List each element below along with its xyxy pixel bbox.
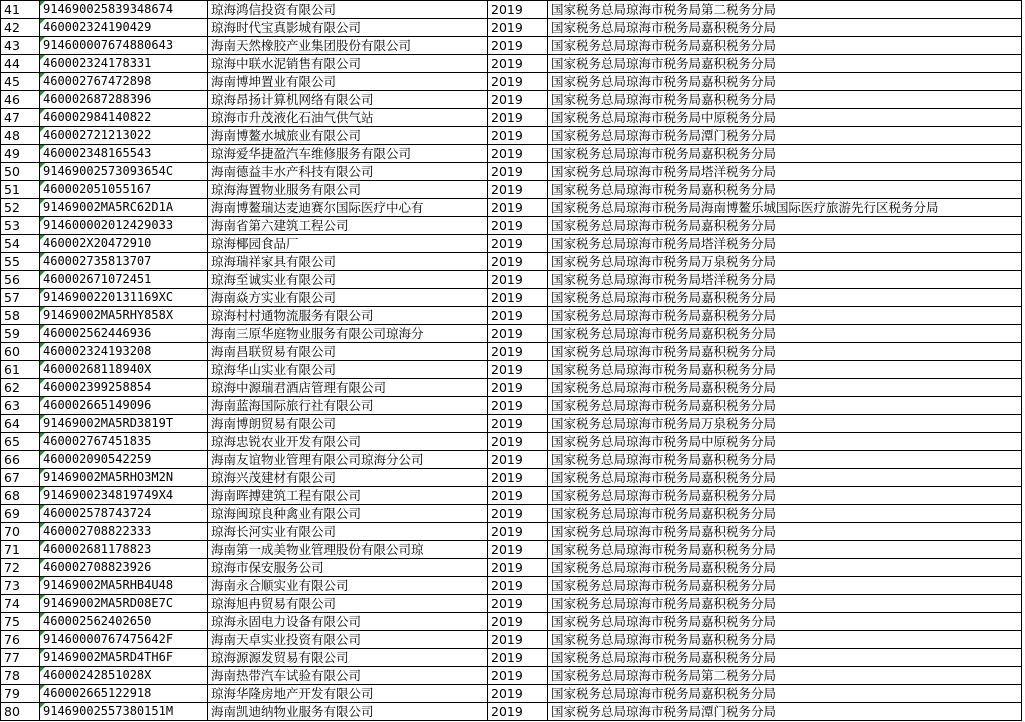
year-cell[interactable]: 2019 [488,667,548,685]
year-cell[interactable]: 2019 [488,91,548,109]
tax-office-cell[interactable]: 国家税务总局琼海市税务局嘉积税务分局 [548,307,1022,325]
table-row[interactable] [1,37,1022,55]
row-index-cell[interactable]: 41 [1,1,40,19]
taxpayer-id-cell[interactable]: 91469002573093654C [40,163,208,181]
tax-office-cell[interactable]: 国家税务总局琼海市税务局第二税务分局 [548,667,1022,685]
table-row[interactable] [1,289,1022,307]
row-index-cell[interactable]: 59 [1,325,40,343]
row-index-cell[interactable]: 48 [1,127,40,145]
table-row[interactable] [1,253,1022,271]
taxpayer-id-cell[interactable]: 460002578743724 [40,505,208,523]
tax-office-cell[interactable]: 国家税务总局琼海市税务局嘉积税务分局 [548,217,1022,235]
taxpayer-id-cell[interactable]: 9146900220131169XC [40,289,208,307]
year-cell[interactable]: 2019 [488,235,548,253]
taxpayer-id-cell[interactable]: 460002348165543 [40,145,208,163]
row-index-cell[interactable]: 42 [1,19,40,37]
year-cell[interactable]: 2019 [488,271,548,289]
tax-office-cell[interactable]: 国家税务总局琼海市税务局嘉积税务分局 [548,559,1022,577]
taxpayer-id-cell[interactable]: 91469002MA5RD4TH6F [40,649,208,667]
year-cell[interactable]: 2019 [488,253,548,271]
table-row[interactable] [1,595,1022,613]
year-cell[interactable]: 2019 [488,379,548,397]
company-name-cell[interactable]: 琼海华隆房地产开发有限公司 [208,685,488,703]
tax-office-cell[interactable]: 国家税务总局琼海市税务局嘉积税务分局 [548,361,1022,379]
row-index-cell[interactable]: 78 [1,667,40,685]
tax-office-cell[interactable]: 国家税务总局琼海市税务局嘉积税务分局 [548,91,1022,109]
taxpayer-id-cell[interactable]: 460002721213022 [40,127,208,145]
taxpayer-id-cell[interactable]: 91469002MA5RD3819T [40,415,208,433]
taxpayer-id-cell[interactable]: 460002671072451 [40,271,208,289]
company-name-cell[interactable]: 海南热带汽车试验有限公司 [208,667,488,685]
tax-office-cell[interactable]: 国家税务总局琼海市税务局嘉积税务分局 [548,649,1022,667]
table-row[interactable] [1,109,1022,127]
tax-office-cell[interactable]: 国家税务总局琼海市税务局嘉积税务分局 [548,451,1022,469]
taxpayer-id-cell[interactable]: 91469002MA5RHB4U48 [40,577,208,595]
taxpayer-id-cell[interactable]: 460002767451835 [40,433,208,451]
company-name-cell[interactable]: 海南博鳌水城旅业有限公司 [208,127,488,145]
taxpayer-id-cell[interactable]: 460002562402650 [40,613,208,631]
year-cell[interactable]: 2019 [488,145,548,163]
row-index-cell[interactable]: 44 [1,55,40,73]
company-name-cell[interactable]: 琼海市保安服务公司 [208,559,488,577]
table-row[interactable] [1,379,1022,397]
year-cell[interactable]: 2019 [488,451,548,469]
tax-office-cell[interactable]: 国家税务总局琼海市税务局嘉积税务分局 [548,523,1022,541]
table-row[interactable] [1,541,1022,559]
taxpayer-id-cell[interactable]: 460002324193208 [40,343,208,361]
tax-office-cell[interactable]: 国家税务总局琼海市税务局嘉积税务分局 [548,631,1022,649]
year-cell[interactable]: 2019 [488,325,548,343]
company-name-cell[interactable]: 海南友谊物业管理有限公司琼海分公司 [208,451,488,469]
row-index-cell[interactable]: 58 [1,307,40,325]
company-name-cell[interactable]: 海南焱方实业有限公司 [208,289,488,307]
company-name-cell[interactable]: 琼海海置物业服务有限公司 [208,181,488,199]
table-row[interactable] [1,235,1022,253]
table-row[interactable] [1,127,1022,145]
table-row[interactable] [1,343,1022,361]
tax-office-cell[interactable]: 国家税务总局琼海市税务局塔洋税务分局 [548,235,1022,253]
row-index-cell[interactable]: 70 [1,523,40,541]
year-cell[interactable]: 2019 [488,397,548,415]
tax-office-cell[interactable]: 国家税务总局琼海市税务局嘉积税务分局 [548,343,1022,361]
table-row[interactable] [1,631,1022,649]
company-name-cell[interactable]: 海南蓝海国际旅行社有限公司 [208,397,488,415]
tax-office-cell[interactable]: 国家税务总局琼海市税务局嘉积税务分局 [548,397,1022,415]
row-index-cell[interactable]: 51 [1,181,40,199]
company-name-cell[interactable]: 琼海中源瑞君酒店管理有限公司 [208,379,488,397]
year-cell[interactable]: 2019 [488,289,548,307]
taxpayer-id-cell[interactable]: 46000268118940X [40,361,208,379]
company-name-cell[interactable]: 琼海华山实业有限公司 [208,361,488,379]
table-row[interactable] [1,199,1022,217]
tax-office-cell[interactable]: 国家税务总局琼海市税务局嘉积税务分局 [548,595,1022,613]
taxpayer-id-cell[interactable]: 91469002MA5RHY858X [40,307,208,325]
company-name-cell[interactable]: 海南昌联贸易有限公司 [208,343,488,361]
row-index-cell[interactable]: 52 [1,199,40,217]
tax-office-cell[interactable]: 国家税务总局琼海市税务局嘉积税务分局 [548,181,1022,199]
tax-office-cell[interactable]: 国家税务总局琼海市税务局嘉积税务分局 [548,289,1022,307]
row-index-cell[interactable]: 77 [1,649,40,667]
tax-office-cell[interactable]: 国家税务总局琼海市税务局嘉积税务分局 [548,19,1022,37]
company-name-cell[interactable]: 琼海源源发贸易有限公司 [208,649,488,667]
year-cell[interactable]: 2019 [488,181,548,199]
table-row[interactable] [1,703,1022,721]
taxpayer-id-cell[interactable]: 91469002MA5RD08E7C [40,595,208,613]
taxpayer-id-cell[interactable]: 460002090542259 [40,451,208,469]
tax-office-cell[interactable]: 国家税务总局琼海市税务局嘉积税务分局 [548,73,1022,91]
row-index-cell[interactable]: 47 [1,109,40,127]
taxpayer-id-cell[interactable]: 460002708823926 [40,559,208,577]
company-name-cell[interactable]: 海南德益丰水产科技有限公司 [208,163,488,181]
company-name-cell[interactable]: 海南永合顺实业有限公司 [208,577,488,595]
table-row[interactable] [1,577,1022,595]
taxpayer-id-cell[interactable]: 460002665149096 [40,397,208,415]
year-cell[interactable]: 2019 [488,541,548,559]
year-cell[interactable]: 2019 [488,55,548,73]
taxpayer-id-cell[interactable]: 460002051055167 [40,181,208,199]
row-index-cell[interactable]: 67 [1,469,40,487]
taxpayer-id-cell[interactable]: 460002X20472910 [40,235,208,253]
taxpayer-id-cell[interactable]: 460002324190429 [40,19,208,37]
company-name-cell[interactable]: 琼海市升茂液化石油气供气站 [208,109,488,127]
taxpayer-id-cell[interactable]: 9146900234819749X4 [40,487,208,505]
year-cell[interactable]: 2019 [488,649,548,667]
table-row[interactable] [1,415,1022,433]
taxpayer-id-cell[interactable]: 91469002MA5RHO3M2N [40,469,208,487]
year-cell[interactable]: 2019 [488,433,548,451]
row-index-cell[interactable]: 56 [1,271,40,289]
year-cell[interactable]: 2019 [488,559,548,577]
taxpayer-id-cell[interactable]: 914600002012429033 [40,217,208,235]
year-cell[interactable]: 2019 [488,1,548,19]
row-index-cell[interactable]: 71 [1,541,40,559]
company-name-cell[interactable]: 琼海鸿信投资有限公司 [208,1,488,19]
table-row[interactable] [1,667,1022,685]
row-index-cell[interactable]: 45 [1,73,40,91]
table-row[interactable] [1,307,1022,325]
table-row[interactable] [1,505,1022,523]
table-row[interactable] [1,469,1022,487]
tax-office-cell[interactable]: 国家税务总局琼海市税务局嘉积税务分局 [548,469,1022,487]
taxpayer-id-cell[interactable]: 460002399258854 [40,379,208,397]
taxpayer-id-cell[interactable]: 460002665122918 [40,685,208,703]
row-index-cell[interactable]: 54 [1,235,40,253]
table-row[interactable] [1,73,1022,91]
year-cell[interactable]: 2019 [488,199,548,217]
company-name-cell[interactable]: 海南博鳌瑞达麦迪赛尔国际医疗中心有 [208,199,488,217]
taxpayer-id-cell[interactable]: 460002681178823 [40,541,208,559]
taxpayer-id-cell[interactable]: 914600007674880643 [40,37,208,55]
taxpayer-id-cell[interactable]: 914690025839348674 [40,1,208,19]
company-name-cell[interactable]: 海南省第六建筑工程公司 [208,217,488,235]
taxpayer-id-cell[interactable]: 91469002MA5RC62D1A [40,199,208,217]
tax-office-cell[interactable]: 国家税务总局琼海市税务局嘉积税务分局 [548,505,1022,523]
year-cell[interactable]: 2019 [488,109,548,127]
taxpayer-id-cell[interactable]: 460002735813707 [40,253,208,271]
row-index-cell[interactable]: 53 [1,217,40,235]
company-name-cell[interactable]: 琼海长河实业有限公司 [208,523,488,541]
table-row[interactable] [1,649,1022,667]
table-row[interactable] [1,487,1022,505]
tax-office-cell[interactable]: 国家税务总局琼海市税务局海南博鳌乐城国际医疗旅游先行区税务分局 [548,199,1022,217]
tax-office-cell[interactable]: 国家税务总局琼海市税务局嘉积税务分局 [548,613,1022,631]
row-index-cell[interactable]: 63 [1,397,40,415]
row-index-cell[interactable]: 75 [1,613,40,631]
year-cell[interactable]: 2019 [488,631,548,649]
row-index-cell[interactable]: 64 [1,415,40,433]
row-index-cell[interactable]: 43 [1,37,40,55]
table-body [1,1,1022,721]
table-row[interactable] [1,451,1022,469]
year-cell[interactable]: 2019 [488,127,548,145]
company-name-cell[interactable]: 琼海至诚实业有限公司 [208,271,488,289]
tax-office-cell[interactable]: 国家税务总局琼海市税务局中原税务分局 [548,109,1022,127]
row-index-cell[interactable]: 74 [1,595,40,613]
taxpayer-id-cell[interactable]: 460002708822333 [40,523,208,541]
row-index-cell[interactable]: 49 [1,145,40,163]
table-row[interactable] [1,181,1022,199]
company-name-cell[interactable]: 海南第一成美物业管理股份有限公司琼 [208,541,488,559]
company-name-cell[interactable]: 琼海时代宝真影城有限公司 [208,19,488,37]
taxpayer-id-cell[interactable]: 91460000767475642F [40,631,208,649]
company-name-cell[interactable]: 琼海椰园食品厂 [208,235,488,253]
row-index-cell[interactable]: 69 [1,505,40,523]
year-cell[interactable]: 2019 [488,307,548,325]
row-index-cell[interactable]: 68 [1,487,40,505]
company-name-cell[interactable]: 琼海村村通物流服务有限公司 [208,307,488,325]
table-row[interactable] [1,613,1022,631]
table-row[interactable] [1,19,1022,37]
table-row[interactable] [1,145,1022,163]
table-row[interactable] [1,217,1022,235]
year-cell[interactable]: 2019 [488,505,548,523]
row-index-cell[interactable]: 60 [1,343,40,361]
taxpayer-id-cell[interactable]: 460002324178331 [40,55,208,73]
tax-office-cell[interactable]: 国家税务总局琼海市税务局潭门税务分局 [548,127,1022,145]
tax-office-cell[interactable]: 国家税务总局琼海市税务局第二税务分局 [548,1,1022,19]
table-row[interactable] [1,685,1022,703]
year-cell[interactable]: 2019 [488,613,548,631]
table-row[interactable] [1,397,1022,415]
tax-office-cell[interactable]: 国家税务总局琼海市税务局中原税务分局 [548,433,1022,451]
company-name-cell[interactable]: 海南晖搏建筑工程有限公司 [208,487,488,505]
tax-office-cell[interactable]: 国家税务总局琼海市税务局嘉积税务分局 [548,487,1022,505]
company-name-cell[interactable]: 琼海昂扬计算机网络有限公司 [208,91,488,109]
table-row[interactable] [1,271,1022,289]
tax-office-cell[interactable]: 国家税务总局琼海市税务局潭门税务分局 [548,703,1022,721]
tax-office-cell[interactable]: 国家税务总局琼海市税务局嘉积税务分局 [548,577,1022,595]
row-index-cell[interactable]: 76 [1,631,40,649]
company-name-cell[interactable]: 海南博朗贸易有限公司 [208,415,488,433]
company-name-cell[interactable]: 海南凯迪纳物业服务有限公司 [208,703,488,721]
year-cell[interactable]: 2019 [488,595,548,613]
tax-office-cell[interactable]: 国家税务总局琼海市税务局嘉积税务分局 [548,541,1022,559]
row-index-cell[interactable]: 65 [1,433,40,451]
year-cell[interactable]: 2019 [488,577,548,595]
tax-office-cell[interactable]: 国家税务总局琼海市税务局万泉税务分局 [548,415,1022,433]
company-name-cell[interactable]: 琼海瑞祥家具有限公司 [208,253,488,271]
tax-office-cell[interactable]: 国家税务总局琼海市税务局嘉积税务分局 [548,37,1022,55]
company-name-cell[interactable]: 海南天然橡胶产业集团股份有限公司 [208,37,488,55]
tax-office-cell[interactable]: 国家税务总局琼海市税务局塔洋税务分局 [548,271,1022,289]
table-row[interactable] [1,91,1022,109]
company-name-cell[interactable]: 海南天卓实业投资有限公司 [208,631,488,649]
table-row[interactable] [1,1,1022,19]
taxpayer-id-cell[interactable]: 460002767472898 [40,73,208,91]
company-name-cell[interactable]: 海南博坤置业有限公司 [208,73,488,91]
table-row[interactable] [1,325,1022,343]
row-index-cell[interactable]: 57 [1,289,40,307]
year-cell[interactable]: 2019 [488,361,548,379]
year-cell[interactable]: 2019 [488,37,548,55]
year-cell[interactable]: 2019 [488,487,548,505]
taxpayer-id-cell[interactable]: 460002984140822 [40,109,208,127]
table-row[interactable] [1,55,1022,73]
row-index-cell[interactable]: 61 [1,361,40,379]
table-row[interactable] [1,523,1022,541]
company-name-cell[interactable]: 琼海永固电力设备有限公司 [208,613,488,631]
year-cell[interactable]: 2019 [488,469,548,487]
company-name-cell[interactable]: 琼海中联水泥销售有限公司 [208,55,488,73]
year-cell[interactable]: 2019 [488,19,548,37]
row-index-cell[interactable]: 55 [1,253,40,271]
company-name-cell[interactable]: 琼海旭冉贸易有限公司 [208,595,488,613]
table-row[interactable] [1,433,1022,451]
table-row[interactable] [1,559,1022,577]
tax-office-cell[interactable]: 国家税务总局琼海市税务局嘉积税务分局 [548,685,1022,703]
tax-office-cell[interactable]: 国家税务总局琼海市税务局嘉积税务分局 [548,55,1022,73]
year-cell[interactable]: 2019 [488,523,548,541]
row-index-cell[interactable]: 80 [1,703,40,721]
taxpayer-id-cell[interactable]: 91469002557380151M [40,703,208,721]
year-cell[interactable]: 2019 [488,163,548,181]
year-cell[interactable]: 2019 [488,703,548,721]
year-cell[interactable]: 2019 [488,685,548,703]
year-cell[interactable]: 2019 [488,217,548,235]
tax-office-cell[interactable]: 国家税务总局琼海市税务局嘉积税务分局 [548,325,1022,343]
tax-office-cell[interactable]: 国家税务总局琼海市税务局嘉积税务分局 [548,379,1022,397]
row-index-cell[interactable]: 50 [1,163,40,181]
taxpayer-id-cell[interactable]: 460002562446936 [40,325,208,343]
table-row[interactable] [1,163,1022,181]
row-index-cell[interactable]: 72 [1,559,40,577]
row-index-cell[interactable]: 66 [1,451,40,469]
year-cell[interactable]: 2019 [488,73,548,91]
tax-office-cell[interactable]: 国家税务总局琼海市税务局嘉积税务分局 [548,145,1022,163]
taxpayer-id-cell[interactable]: 46000242851028X [40,667,208,685]
row-index-cell[interactable]: 62 [1,379,40,397]
tax-office-cell[interactable]: 国家税务总局琼海市税务局万泉税务分局 [548,253,1022,271]
row-index-cell[interactable]: 46 [1,91,40,109]
row-index-cell[interactable]: 79 [1,685,40,703]
year-cell[interactable]: 2019 [488,343,548,361]
table-row[interactable] [1,361,1022,379]
company-name-cell[interactable]: 琼海忠锐农业开发有限公司 [208,433,488,451]
company-name-cell[interactable]: 琼海爱华捷盈汽车维修服务有限公司 [208,145,488,163]
company-name-cell[interactable]: 海南三原华庭物业服务有限公司琼海分 [208,325,488,343]
year-cell[interactable]: 2019 [488,415,548,433]
row-index-cell[interactable]: 73 [1,577,40,595]
company-name-cell[interactable]: 琼海兴茂建材有限公司 [208,469,488,487]
tax-office-cell[interactable]: 国家税务总局琼海市税务局塔洋税务分局 [548,163,1022,181]
taxpayer-id-cell[interactable]: 460002687288396 [40,91,208,109]
company-name-cell[interactable]: 琼海闽琼良种禽业有限公司 [208,505,488,523]
